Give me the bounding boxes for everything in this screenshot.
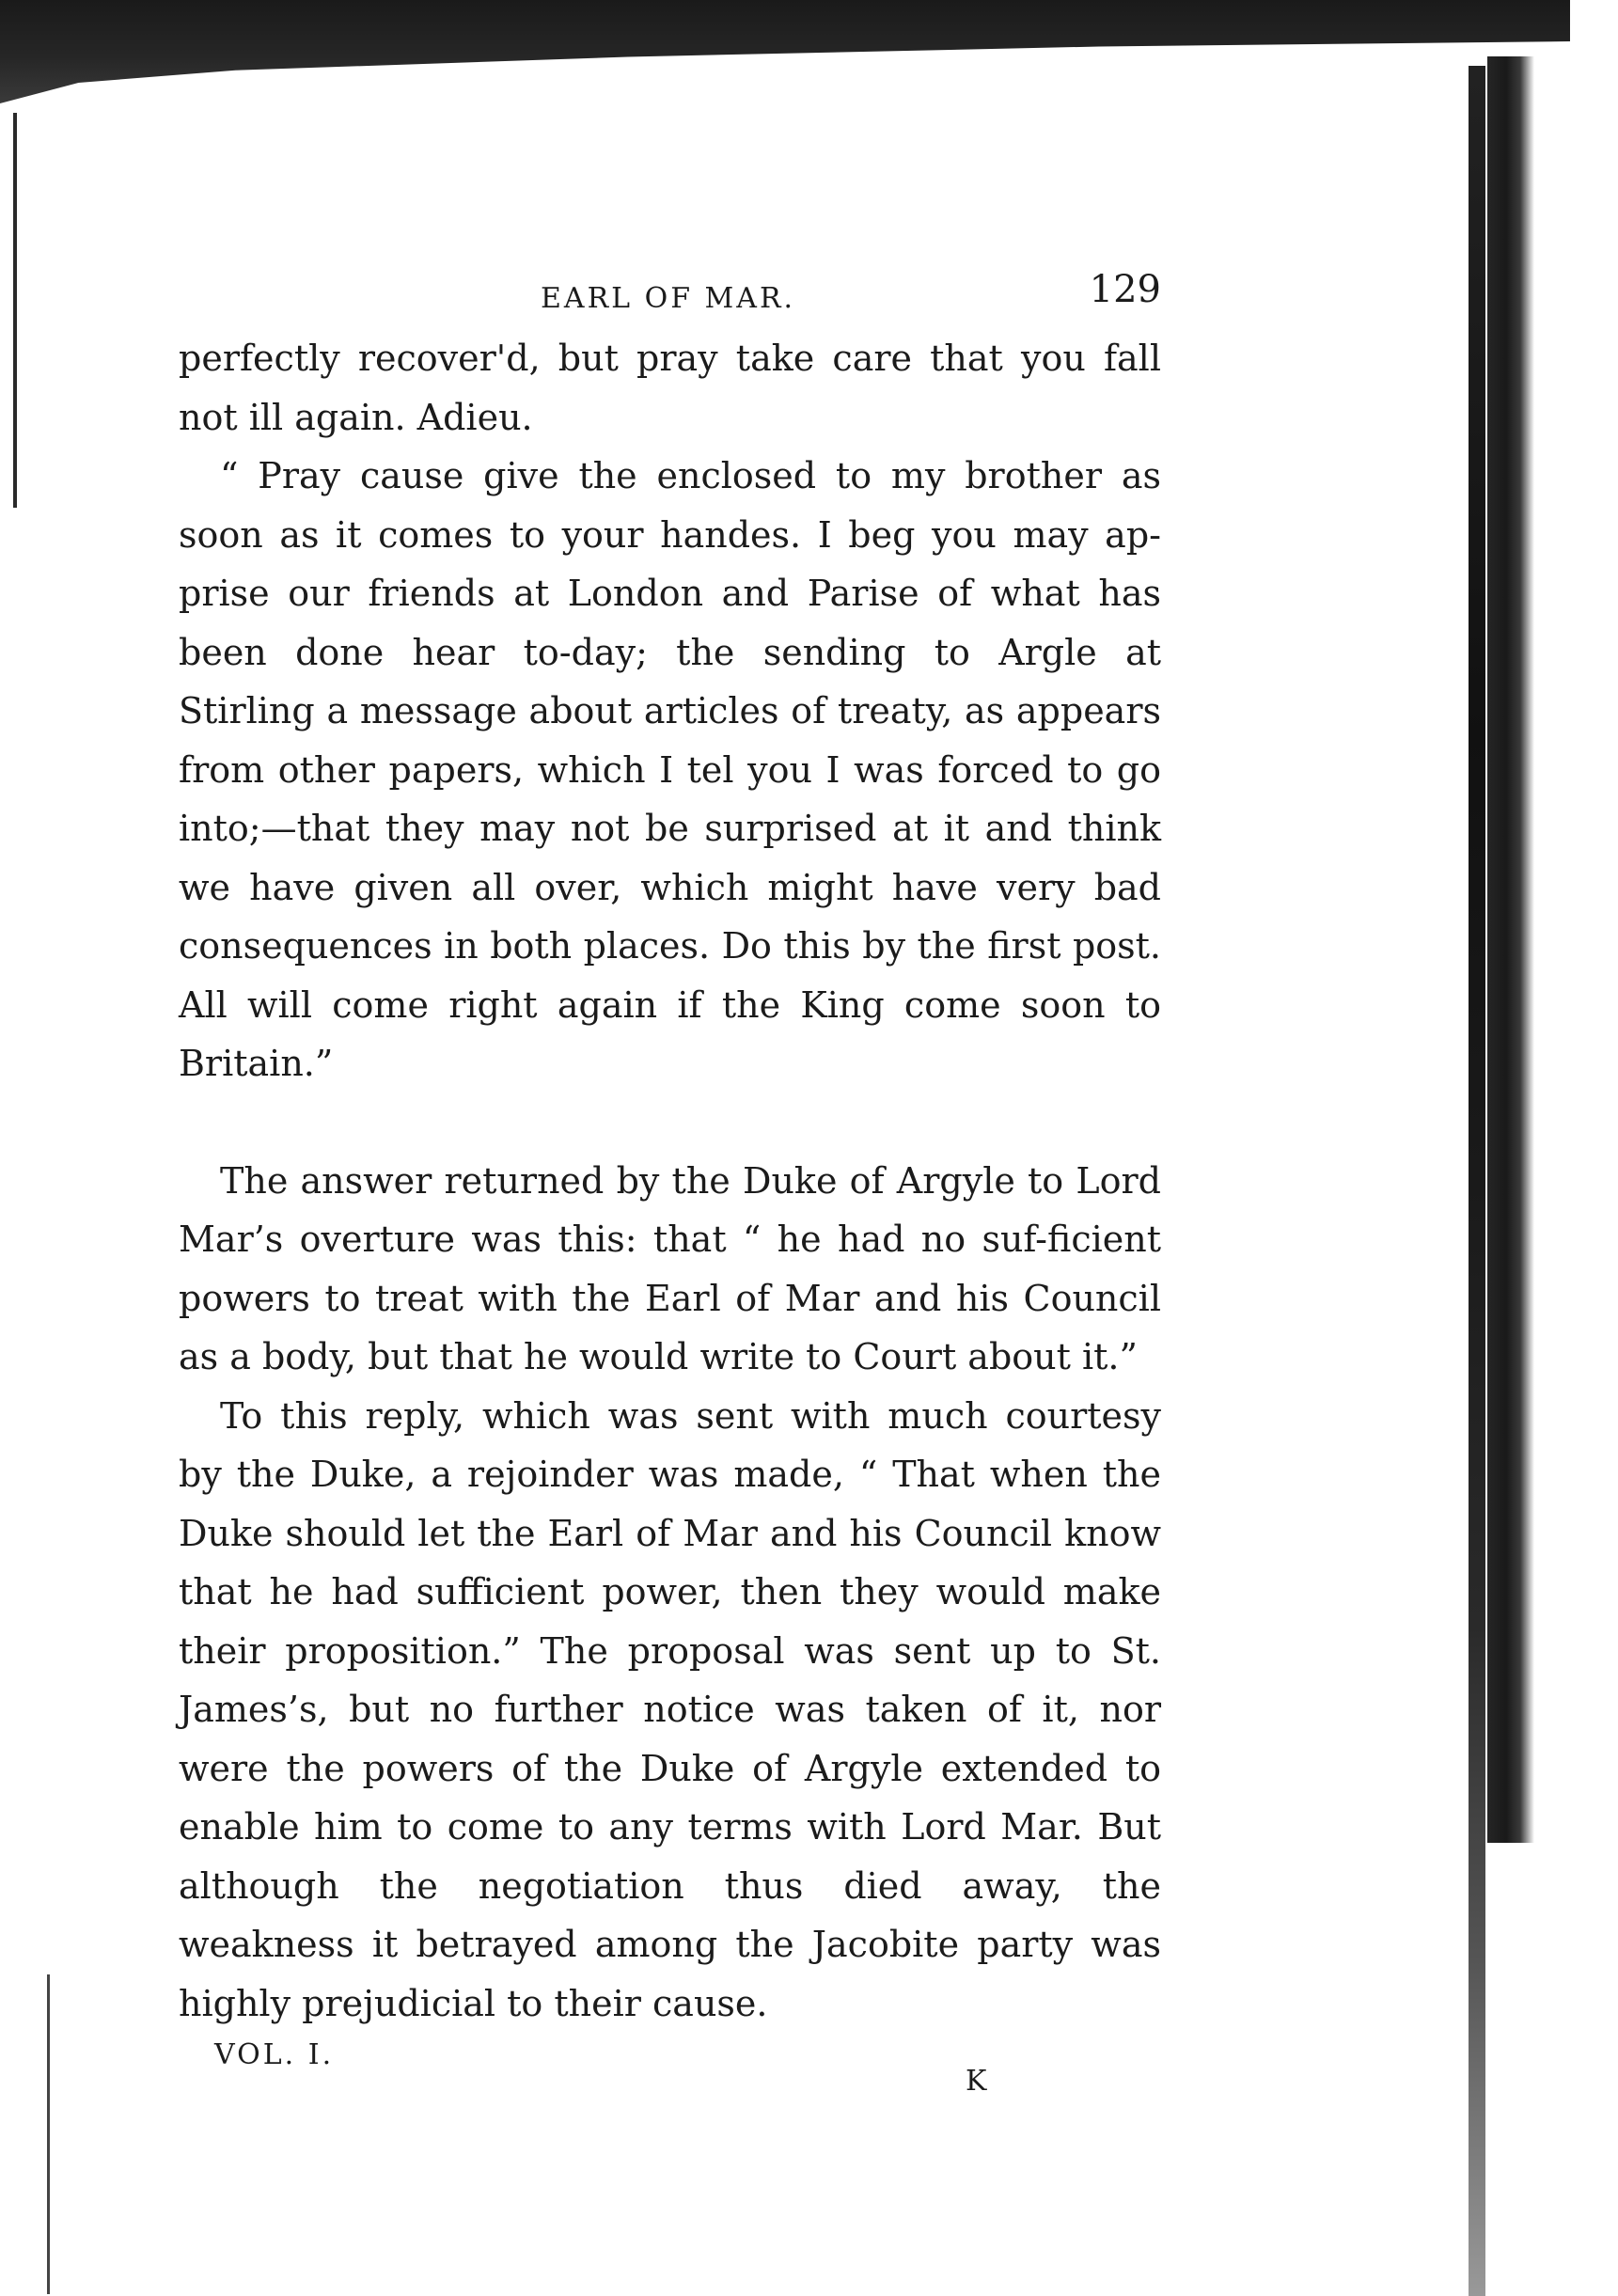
scan-mark-left [13,113,17,508]
book-page [179,263,1161,2114]
paragraph-letter-postscript: “ Pray cause give the enclosed to my brother as soon as it comes to your handes. I beg you may ap-prise our friends at London and Parise of what has been done hear to-day; the sending to Argle at Stirling a message about articles of treaty, as appears from other papers, which I tel you I was forced to go into;—that they may not be surprised at it and think we have given all over, which might have very bad consequences in both places. Do this by the first post. All will come right again if the King come soon to Britain.” [179,455,1161,1084]
page-number: 129 [1089,268,1161,311]
paragraph-letter-close: perfectly recover'd, but pray take care that you fall not ill again. Adieu. [179,338,1161,438]
scan-shadow-right [1469,66,1485,2296]
paragraph-rejoinder: To this reply, which was sent with much courtesy by the Duke, a rejoinder was made, “ That when the Duke should let the Earl of Mar and his Council know that he had sufficient power, then they would make their proposition.” The proposal was sent up to St. James’s, but no further notice was taken of it, nor were the powers of the Duke of Argyle extended to enable him to come to any terms with Lord Mar. But although the negotiation thus died away, the weakness it betrayed among the Jacobite party was highly prejudicial to their cause. [179,1394,1161,2024]
running-head [179,263,1161,329]
scan-mark-left-lower [47,1974,50,2294]
body-text [179,329,1161,2033]
running-title: EARL OF MAR. [541,282,796,315]
paragraph-answer: The answer returned by the Duke of Argyle to Lord Mar’s overture was this: that “ he had no suf-ficient powers to treat with the Earl of Mar and his Council as a body, but that he would write to Court about it.” [179,1159,1161,1377]
signature-mark: K [966,2065,987,2098]
page-footer [179,2038,1161,2114]
volume-label: VOL. I. [214,2038,335,2071]
scan-shadow-gutter [1487,56,1534,1843]
scan-shadow-top [0,0,1570,103]
